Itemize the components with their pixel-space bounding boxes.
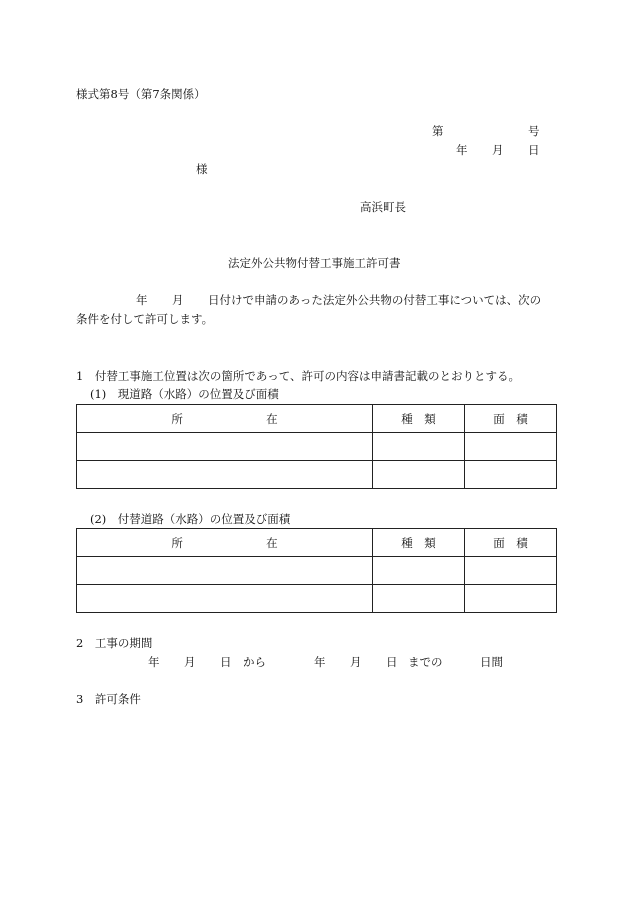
intro-month: 月	[172, 293, 184, 307]
period-to-year: 年	[314, 655, 326, 669]
table-cell	[77, 585, 373, 613]
header-kind: 種 類	[373, 405, 465, 433]
replacement-road-table	[76, 528, 557, 613]
section3-heading: 3 許可条件	[76, 692, 141, 706]
header-location	[77, 529, 373, 557]
table-cell	[465, 585, 557, 613]
header-kind: 種 類	[373, 529, 465, 557]
period-to-day: 日	[386, 655, 398, 669]
date-day: 日	[528, 143, 540, 157]
period-days-word: 日間	[480, 655, 503, 669]
header-location-a: 所	[171, 411, 183, 426]
section2-heading: 2 工事の期間	[76, 636, 153, 650]
doc-number-suffix: 号	[528, 124, 540, 138]
table-cell	[77, 461, 373, 489]
intro-line1: 日付けで申請のあった法定外公共物の付替工事については、次の	[208, 293, 542, 307]
date-year: 年	[456, 143, 468, 157]
table-cell	[373, 433, 465, 461]
section1-sub1: (1) 現道路（水路）の位置及び面積	[90, 387, 279, 401]
section1-sub2: (2) 付替道路（水路）の位置及び面積	[90, 512, 291, 526]
intro-line2: 条件を付して許可します。	[76, 312, 214, 326]
table-cell	[465, 461, 557, 489]
period-from-word: から	[243, 655, 266, 669]
period-to-word: までの	[408, 655, 443, 669]
table-cell	[373, 585, 465, 613]
header-area: 面 積	[465, 405, 557, 433]
table-cell	[77, 557, 373, 585]
header-area: 面 積	[465, 529, 557, 557]
table-cell	[465, 433, 557, 461]
period-from-year: 年	[148, 655, 160, 669]
table-cell	[373, 557, 465, 585]
table-cell	[77, 433, 373, 461]
header-location-b: 在	[266, 535, 278, 550]
section1-heading: 1 付替工事施工位置は次の箇所であって、許可の内容は申請書記載のとおりとする。	[76, 369, 520, 383]
header-location-b: 在	[266, 411, 278, 426]
document-title: 法定外公共物付替工事施工許可書	[228, 256, 401, 270]
addressee-suffix: 様	[196, 162, 208, 176]
period-to-month: 月	[350, 655, 362, 669]
period-from-day: 日	[220, 655, 232, 669]
header-location-a: 所	[171, 535, 183, 550]
doc-number-prefix: 第	[432, 124, 444, 138]
header-location	[77, 405, 373, 433]
period-from-month: 月	[184, 655, 196, 669]
form-number: 様式第8号（第7条関係）	[76, 87, 206, 101]
issuer: 高浜町長	[360, 200, 406, 214]
table-cell	[373, 461, 465, 489]
intro-year: 年	[136, 293, 148, 307]
current-road-table	[76, 404, 557, 489]
date-month: 月	[492, 143, 504, 157]
table-cell	[465, 557, 557, 585]
